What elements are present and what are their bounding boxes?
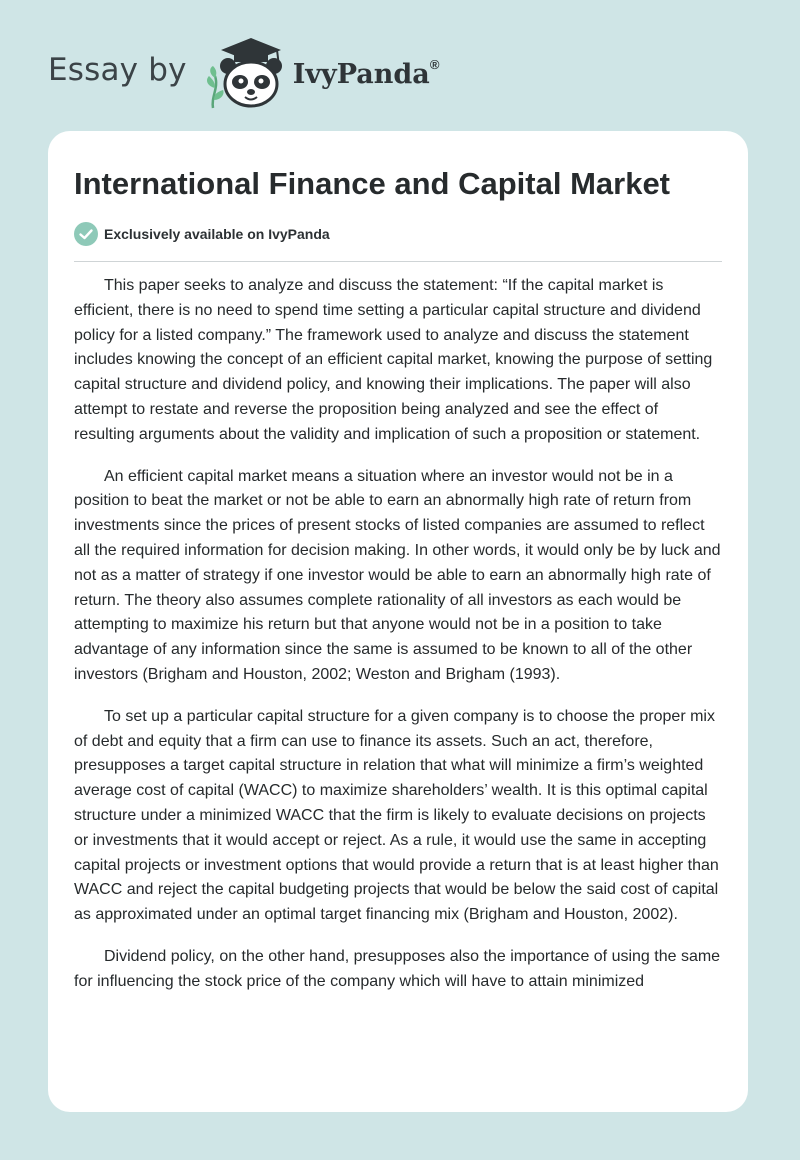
paragraph: Dividend policy, on the other hand, presupposes also the importance of using the same for influencing the stock price of the company which will have to attain minimized <box>74 947 721 990</box>
paragraph: This paper seeks to analyze and discuss the statement: “If the capital market is efficient, there is no need to spend time setting a particular capital structure and dividend policy for a listed company.” The framework used to analyze and discuss the statement includes knowing the concept of an efficient capital market, knowing the purpose of setting capital structure and dividend policy, and knowing their implications. The paper will also attempt to restate and reverse the proposition being analyzed and see the effect of resulting arguments about the validity and implication of such a proposition or statement. <box>74 277 713 443</box>
paragraph: To set up a particular capital structure for a given company is to choose the proper mix of debt and equity that a firm can use to finance its assets. Such an act, therefore, presupposes a target capital structure in relation that what will minimize a firm’s weighted average cost of capital (WACC) to maximize shareholders’ wealth. It is this optimal capital structure under a minimized WACC that the firm is likely to evaluate decisions on projects or investments that it would accept or reject. As a rule, it would use the same in accepting capital projects or investment options that would provide a return that is at least higher than WACC and reject the capital budgeting projects that would be below the said cost of capital as approximated under an optimal target financing mix (Brigham and Houston, 2002). <box>74 707 719 924</box>
registered-mark: ® <box>429 56 440 72</box>
brand-name[interactable]: IvyPanda® <box>292 56 440 90</box>
essay-by-label: Essay by <box>48 52 187 88</box>
exclusive-badge-label: Exclusively available on IvyPanda <box>104 226 330 242</box>
article-card <box>48 131 748 1112</box>
divider <box>74 261 722 262</box>
check-circle-icon <box>74 222 98 246</box>
site-header <box>48 30 439 110</box>
paragraph: An efficient capital market means a situation where an investor would not be in a position to beat the market or not be able to earn an abnormally high rate of return from investments since the prices of present stocks of listed companies are assumed to reflect all the required information for decision making. In other words, it would only be by luck and not as a matter of strategy if one investor would be able to earn an abnormally high rate of return. The theory also assumes complete rationality of all investors as each would be attempting to maximize his return but that anyone would not be in a position to take advantage of any information since the same is assumed to be known to all of the other investors (Brigham and Houston, 2002; Weston and Brigham (1993). <box>74 467 721 683</box>
exclusive-badge <box>74 221 722 247</box>
page-title: International Finance and Capital Market <box>74 166 671 201</box>
article-body <box>74 274 722 995</box>
panda-logo-icon[interactable] <box>201 30 289 110</box>
